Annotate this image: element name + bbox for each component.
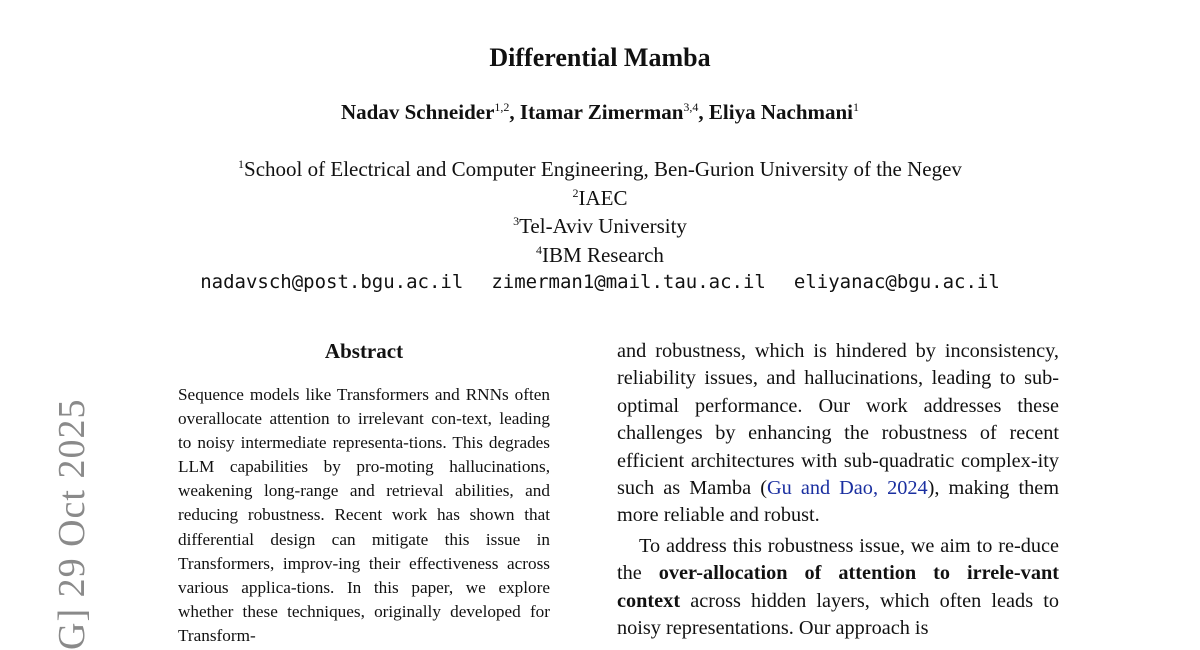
email-address[interactable]: eliyanac@bgu.ac.il bbox=[793, 271, 1000, 293]
affiliation bbox=[0, 241, 1200, 270]
arxiv-stamp: G] 29 Oct 2025 bbox=[51, 398, 93, 650]
paragraph-text: across hidden layers, which often leads to noisy representations. Our approach is bbox=[617, 589, 1059, 640]
affiliation-number: 4 bbox=[536, 242, 543, 257]
paragraph-text: To address this robustness issue, we aim to re-duce the bbox=[617, 534, 1059, 585]
affiliation-number: 3 bbox=[513, 214, 520, 228]
affiliation-text: Tel-Aviv University bbox=[519, 214, 687, 238]
citation-link[interactable]: Gu and Dao, 2024 bbox=[766, 477, 928, 500]
email-list bbox=[0, 268, 1200, 296]
affiliation bbox=[0, 155, 1200, 184]
intro-paragraph bbox=[617, 338, 1059, 530]
affiliation-text: IAEC bbox=[578, 185, 628, 210]
intro-paragraph bbox=[617, 533, 1059, 643]
affiliation-number: 2 bbox=[572, 185, 579, 200]
bold-phrase: over-allocation of attention to irrele-vant context bbox=[617, 562, 1059, 612]
paper-title: Differential Mamba bbox=[489, 43, 711, 72]
author-affiliation-mark: 3,4 bbox=[683, 100, 699, 114]
author-name: Nadav Schneider bbox=[340, 100, 495, 124]
author-separator: , bbox=[698, 100, 709, 124]
abstract-text: Sequence models like Transformers and RNNs often overallocate attention to irrelevant con-text, leading to noisy intermediate representa-tions. This degrades LLM capabilities by pro-moting hallucinations, weakening long-range and retrieval abilities, and reducing robustness. Recent work has shown that differential design can mitigate this issue in Transformers, improv-ing their effectiveness across various applica-tions. In this paper, we explore whether these techniques, originally developed for Transform- bbox=[178, 385, 550, 645]
affiliation-number: 1 bbox=[238, 157, 245, 171]
author-list bbox=[0, 98, 1200, 126]
author-name: Itamar Zimerman bbox=[519, 100, 684, 124]
intro-column bbox=[617, 338, 1059, 642]
email-address[interactable]: zimerman1@mail.tau.ac.il bbox=[491, 271, 766, 293]
affiliation-text: IBM Research bbox=[542, 242, 664, 267]
affiliation bbox=[0, 184, 1200, 213]
affiliation-text: School of Electrical and Computer Engineering, Ben-Gurion University of the Negev bbox=[244, 157, 962, 181]
author-affiliation-mark: 1 bbox=[853, 100, 860, 114]
author-separator: , bbox=[509, 100, 520, 124]
email-address[interactable]: nadavsch@post.bgu.ac.il bbox=[200, 271, 464, 293]
affiliation bbox=[0, 212, 1200, 241]
author-name: Eliya Nachmani bbox=[708, 100, 854, 124]
paragraph-text: ), making them more reliable and robust. bbox=[617, 477, 1059, 527]
abstract-heading: Abstract bbox=[324, 339, 404, 363]
affiliation-list bbox=[0, 155, 1200, 269]
author-affiliation-mark: 1,2 bbox=[494, 100, 510, 114]
paragraph-text: and robustness, which is hindered by inconsistency, reliability issues, and hallucinations, leading to sub-optimal performance. Our work addresses these challenges by enhancing the robustness of recent efficient architectures with sub-quadratic complex-ity such as Mamba ( bbox=[617, 340, 1059, 500]
